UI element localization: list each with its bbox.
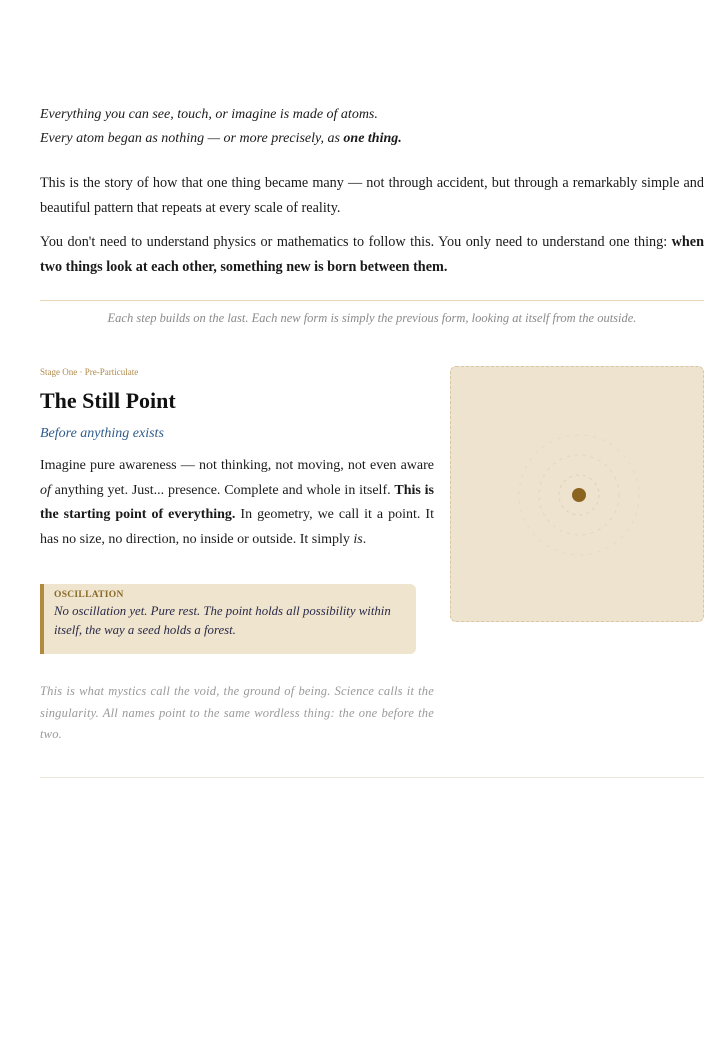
- stage-body: [40, 454, 434, 552]
- story-paragraph-2: [40, 230, 704, 279]
- still-point-figure: [450, 366, 704, 622]
- story-paragraph-2-emphasis: when two things look at each other, something new is born between them.: [40, 234, 704, 275]
- story-paragraph-1: This is the story of how that one thing became many — not through accident, but through a remarkably simple and beautiful pattern that repeats at every scale of reality.: [40, 175, 704, 216]
- stage-title: The Still Point: [40, 388, 176, 413]
- stage-body-italic-is: is: [353, 531, 363, 547]
- stage-divider: [40, 777, 704, 778]
- stage-body-text-2: anything yet. Just... presence. Complete and whole in itself.: [50, 482, 395, 498]
- section-caption: Each step builds on the last. Each new form is simply the previous form, looking at itself from the outside.: [107, 311, 637, 325]
- intro-line-2-emphasis: one thing.: [343, 131, 402, 146]
- stage-body-text-3: In geometry, we call it a point. It has no size, no direction, no inside or outside. It simply: [40, 507, 434, 547]
- still-point-diagram: [451, 367, 705, 623]
- story-text: [40, 171, 704, 289]
- intro-line-1: Everything you can see, touch, or imagine is made of atoms.: [40, 107, 378, 122]
- callout-title: OSCILLATION: [54, 590, 124, 600]
- story-paragraph-2-text: You don't need to understand physics or mathematics to follow this. You only need to understand one thing:: [40, 234, 672, 250]
- stage-label: Stage One · Pre-Particulate: [40, 367, 139, 377]
- intro-line-2: [40, 127, 704, 151]
- stage-body-emphasis: This is the starting point of everything.: [40, 482, 434, 522]
- stage-body-italic-of: of: [40, 482, 51, 498]
- intro: [40, 103, 704, 151]
- stage-body-end: .: [362, 531, 367, 547]
- stage-note: This is what mystics call the void, the ground of being. Science calls it the singularity. All names point to the same wordless thing: the one before the two.: [40, 684, 434, 741]
- oscillation-callout: [40, 584, 416, 654]
- section-divider: [40, 300, 704, 301]
- callout-text: No oscillation yet. Pure rest. The point holds all possibility within itself, the way a seed holds a forest.: [54, 604, 391, 637]
- intro-line-2-text: Every atom began as nothing — or more precisely, as: [40, 131, 344, 146]
- still-point-dot-icon: [572, 488, 586, 502]
- stage-body-text-1: Imagine pure awareness — not thinking, not moving, not even aware: [40, 458, 434, 473]
- stage-subtitle: Before anything exists: [40, 426, 164, 441]
